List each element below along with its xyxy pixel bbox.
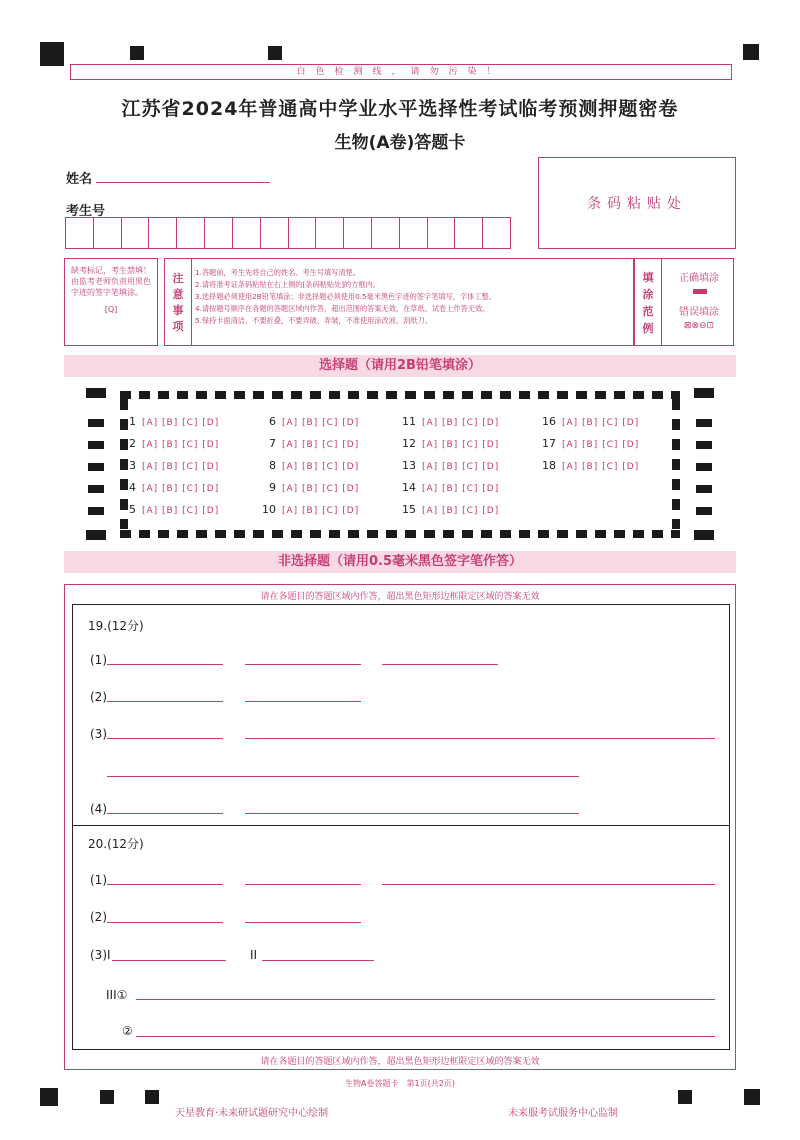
choice-question[interactable]: 12 [A] [B] [C] [D] bbox=[402, 437, 500, 450]
correct-fill-label: 正确填涂 bbox=[679, 273, 719, 284]
answer-line[interactable] bbox=[382, 884, 715, 885]
timing-mark bbox=[88, 485, 104, 493]
part-label: II bbox=[250, 948, 258, 962]
part-label: (4) bbox=[90, 802, 107, 816]
part-label: ② bbox=[122, 1024, 133, 1038]
timing-mark bbox=[88, 441, 104, 449]
timing-mark bbox=[130, 46, 144, 60]
choice-section-header: 选择题（请用2B铅笔填涂） bbox=[64, 355, 736, 377]
timing-mark bbox=[743, 44, 759, 60]
timing-mark bbox=[100, 1090, 114, 1104]
question-title: 19.(12分) bbox=[88, 619, 144, 633]
notice-item: 3.选择题必须使用2B铅笔填涂；非选择题必须使用0.5毫米黑色字迹的签字笔填写，字体工整。 bbox=[195, 292, 496, 301]
notice-title: 注意事项 bbox=[172, 272, 184, 333]
question-19-box[interactable] bbox=[72, 604, 730, 826]
part-label: (3)I bbox=[90, 948, 111, 962]
choice-question[interactable]: 18 [A] [B] [C] [D] bbox=[542, 459, 640, 472]
timing-mark bbox=[696, 419, 712, 427]
answer-line[interactable] bbox=[107, 738, 223, 739]
answer-line[interactable] bbox=[107, 813, 223, 814]
answer-line[interactable] bbox=[245, 738, 715, 739]
answer-line[interactable] bbox=[136, 999, 715, 1000]
page-title: 江苏省2024年普通高中学业水平选择性考试临考预测押题密卷 bbox=[121, 98, 679, 120]
answer-line[interactable] bbox=[107, 664, 223, 665]
absent-note: 缺考标记，考生禁填！由监考老师负责用黑色字迹的签字笔填涂。 bbox=[71, 266, 151, 297]
correct-fill-mark bbox=[693, 289, 707, 294]
timing-mark bbox=[694, 530, 714, 540]
choice-question[interactable]: 14 [A] [B] [C] [D] bbox=[402, 481, 500, 494]
wrong-fill-marks: ⊠⊗⊖⊡ bbox=[683, 321, 715, 331]
exam-id-label: 考生号 bbox=[66, 204, 106, 219]
timing-dash-row bbox=[120, 391, 680, 399]
notice-item: 2.请将准考证条码粘贴在右上侧的[条码粘贴处]的方框内。 bbox=[195, 280, 380, 289]
part-label: (1) bbox=[90, 653, 107, 667]
timing-mark bbox=[696, 463, 712, 471]
area-warning: 请在各题目的答题区域内作答，超出黑色矩形边框限定区域的答案无效 bbox=[260, 592, 540, 602]
nonchoice-section-header: 非选择题（请用0.5毫米黑色签字笔作答） bbox=[64, 551, 736, 573]
choice-question[interactable]: 8 [A] [B] [C] [D] bbox=[269, 459, 360, 472]
footer-supervisor: 未来服考试服务中心监制 bbox=[508, 1108, 618, 1119]
choice-question[interactable]: 7 [A] [B] [C] [D] bbox=[269, 437, 360, 450]
choice-question[interactable]: 5 [A] [B] [C] [D] bbox=[129, 503, 220, 516]
answer-line[interactable] bbox=[112, 960, 226, 961]
answer-line[interactable] bbox=[107, 884, 223, 885]
choice-question[interactable]: 9 [A] [B] [C] [D] bbox=[269, 481, 360, 494]
barcode-label: 条码粘贴处 bbox=[587, 196, 687, 212]
timing-mark bbox=[40, 1088, 58, 1106]
answer-line[interactable] bbox=[107, 776, 579, 777]
choice-question[interactable]: 16 [A] [B] [C] [D] bbox=[542, 415, 640, 428]
answer-line[interactable] bbox=[245, 884, 361, 885]
part-label: (2) bbox=[90, 690, 107, 704]
timing-mark bbox=[678, 1090, 692, 1104]
timing-mark bbox=[694, 388, 714, 398]
footer-producer: 天星教育·未来研试题研究中心绘制 bbox=[175, 1108, 329, 1119]
name-label: 姓名 bbox=[66, 172, 93, 187]
answer-line[interactable] bbox=[382, 664, 498, 665]
choice-question[interactable]: 10 [A] [B] [C] [D] bbox=[262, 503, 360, 516]
timing-mark bbox=[696, 507, 712, 515]
fill-example-box bbox=[634, 258, 734, 346]
notice-item: 1.答题前，考生先将自己的姓名、考生号填写清楚。 bbox=[195, 268, 360, 277]
question-title: 20.(12分) bbox=[88, 837, 144, 851]
timing-mark bbox=[88, 463, 104, 471]
detection-line-banner: 白色检测线，请勿污染！ bbox=[70, 64, 732, 80]
answer-line[interactable] bbox=[262, 960, 374, 961]
choice-question[interactable]: 3 [A] [B] [C] [D] bbox=[129, 459, 220, 472]
page-number: 生物A卷答题卡 第1页(共2页) bbox=[345, 1079, 455, 1088]
part-label: (1) bbox=[90, 873, 107, 887]
timing-dash-row bbox=[120, 530, 680, 538]
notice-box bbox=[164, 258, 634, 346]
absent-mark-box bbox=[64, 258, 158, 346]
choice-question[interactable]: 6 [A] [B] [C] [D] bbox=[269, 415, 360, 428]
answer-line[interactable] bbox=[136, 1036, 715, 1037]
question-20-box[interactable] bbox=[72, 825, 730, 1050]
exam-id-boxes[interactable] bbox=[65, 217, 511, 249]
timing-mark bbox=[744, 1089, 760, 1105]
answer-line[interactable] bbox=[245, 701, 361, 702]
notice-item: 5.保持卡面清洁，不要折叠，不要弄破、弄皱，不准使用涂改液、刮纸刀。 bbox=[195, 316, 432, 325]
notice-list bbox=[195, 267, 629, 327]
timing-mark bbox=[86, 530, 106, 540]
timing-mark bbox=[696, 441, 712, 449]
choice-question[interactable]: 4 [A] [B] [C] [D] bbox=[129, 481, 220, 494]
answer-line[interactable] bbox=[245, 922, 361, 923]
wrong-fill-label: 错误填涂 bbox=[679, 307, 719, 318]
choice-question[interactable]: 2 [A] [B] [C] [D] bbox=[129, 437, 220, 450]
part-label: (2) bbox=[90, 910, 107, 924]
name-field[interactable] bbox=[96, 182, 270, 183]
area-warning: 请在各题目的答题区域内作答，超出黑色矩形边框限定区域的答案无效 bbox=[260, 1057, 540, 1067]
part-label: (3) bbox=[90, 727, 107, 741]
choice-question[interactable]: 13 [A] [B] [C] [D] bbox=[402, 459, 500, 472]
timing-mark bbox=[696, 485, 712, 493]
timing-mark bbox=[40, 42, 64, 66]
answer-line[interactable] bbox=[245, 813, 579, 814]
answer-line[interactable] bbox=[107, 922, 223, 923]
timing-mark bbox=[268, 46, 282, 60]
choice-question[interactable]: 17 [A] [B] [C] [D] bbox=[542, 437, 640, 450]
part-label: III① bbox=[106, 988, 128, 1002]
timing-mark bbox=[88, 507, 104, 515]
timing-mark bbox=[88, 419, 104, 427]
answer-line[interactable] bbox=[107, 701, 223, 702]
answer-line[interactable] bbox=[245, 664, 361, 665]
notice-item: 4.请按题号顺序在各题的答题区域内作答，超出范围的答案无效，在草纸、试卷上作答无效。 bbox=[195, 304, 490, 313]
page-subtitle: 生物(A卷)答题卡 bbox=[334, 133, 466, 153]
fill-example-title: 填涂范例 bbox=[642, 271, 654, 335]
choice-question[interactable]: 15 [A] [B] [C] [D] bbox=[402, 503, 500, 516]
timing-mark bbox=[145, 1090, 159, 1104]
absent-mark-bubble[interactable]: [Q] bbox=[104, 305, 118, 314]
choice-question[interactable]: 1 [A] [B] [C] [D] bbox=[129, 415, 220, 428]
timing-dash-col bbox=[672, 399, 680, 529]
timing-mark bbox=[86, 388, 106, 398]
barcode-area bbox=[538, 157, 736, 249]
choice-question[interactable]: 11 [A] [B] [C] [D] bbox=[402, 415, 500, 428]
